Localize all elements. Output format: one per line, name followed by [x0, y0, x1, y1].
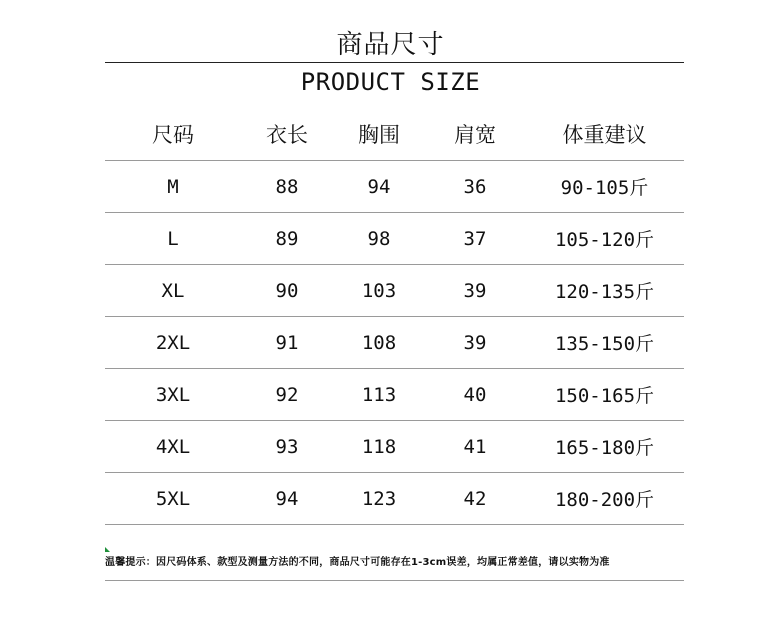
header-shoulder: 肩宽 [425, 108, 525, 161]
size-table [105, 108, 684, 525]
cell-shoulder: 39 [425, 265, 525, 317]
table-row [105, 473, 684, 525]
cell-length: 92 [241, 369, 333, 421]
cell-size: L [105, 213, 241, 265]
cell-length: 89 [241, 213, 333, 265]
table-row [105, 265, 684, 317]
size-disclaimer-note: 温馨提示：因尺码体系、款型及测量方法的不同，商品尺寸可能存在1-3cm误差，均属正常差值，请以实物为准 [105, 557, 610, 568]
cell-shoulder: 37 [425, 213, 525, 265]
table-row [105, 369, 684, 421]
header-weight: 体重建议 [525, 108, 684, 161]
table-header-row [105, 108, 684, 161]
cell-size: 4XL [105, 421, 241, 473]
table-row [105, 213, 684, 265]
table-row [105, 317, 684, 369]
cell-weight: 90-105斤 [525, 161, 684, 213]
corner-marker [105, 547, 110, 552]
cell-weight: 165-180斤 [525, 421, 684, 473]
header-size: 尺码 [105, 108, 241, 161]
header-chest: 胸围 [333, 108, 425, 161]
cell-shoulder: 39 [425, 317, 525, 369]
cell-shoulder: 36 [425, 161, 525, 213]
cell-shoulder: 42 [425, 473, 525, 525]
cell-length: 94 [241, 473, 333, 525]
cell-size: 2XL [105, 317, 241, 369]
note-divider [105, 580, 684, 581]
cell-shoulder: 41 [425, 421, 525, 473]
cell-weight: 120-135斤 [525, 265, 684, 317]
cell-weight: 180-200斤 [525, 473, 684, 525]
cell-weight: 150-165斤 [525, 369, 684, 421]
cell-size: 5XL [105, 473, 241, 525]
header-length: 衣长 [241, 108, 333, 161]
table-row [105, 421, 684, 473]
cell-chest: 123 [333, 473, 425, 525]
cell-shoulder: 40 [425, 369, 525, 421]
cell-size: XL [105, 265, 241, 317]
table-row [105, 161, 684, 213]
cell-chest: 118 [333, 421, 425, 473]
cell-size: M [105, 161, 241, 213]
cell-length: 90 [241, 265, 333, 317]
cell-length: 93 [241, 421, 333, 473]
cell-length: 91 [241, 317, 333, 369]
cell-chest: 103 [333, 265, 425, 317]
title-divider [105, 62, 684, 63]
cell-chest: 94 [333, 161, 425, 213]
cell-chest: 108 [333, 317, 425, 369]
cell-length: 88 [241, 161, 333, 213]
page-title-english: PRODUCT SIZE [300, 68, 481, 96]
cell-weight: 105-120斤 [525, 213, 684, 265]
cell-chest: 98 [333, 213, 425, 265]
cell-weight: 135-150斤 [525, 317, 684, 369]
cell-size: 3XL [105, 369, 241, 421]
page-title-chinese: 商品尺寸 [336, 30, 445, 60]
cell-chest: 113 [333, 369, 425, 421]
